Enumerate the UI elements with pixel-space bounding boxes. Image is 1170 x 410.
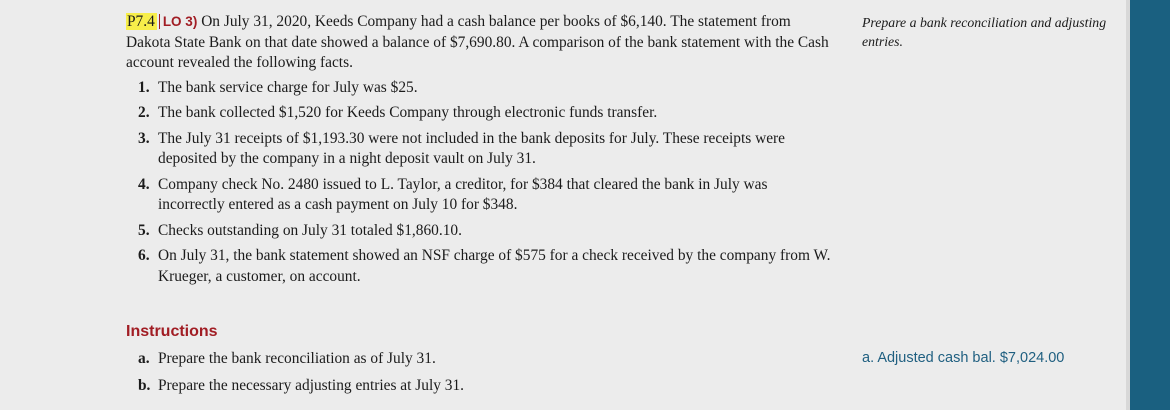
instruction-letter: a.: [138, 350, 150, 367]
problem-id: P7.4: [127, 13, 155, 30]
learning-objective: LO 3): [159, 14, 198, 29]
fact-number: 4.: [138, 175, 150, 193]
fact-text: On July 31, the bank statement showed an NSF charge of $575 for a check received by the company from W. Krueger, a customer, on account.: [158, 247, 831, 285]
instruction-text: Prepare the bank reconciliation as of July 31.: [158, 350, 436, 367]
facts-list: [126, 78, 836, 288]
fact-item: [126, 103, 836, 124]
fact-number: 6.: [138, 247, 150, 264]
fact-text: Checks outstanding on July 31 totaled $1,860.10.: [158, 221, 462, 239]
side-note: Prepare a bank reconciliation and adjusting entries.: [862, 15, 1107, 49]
fact-item: [126, 78, 836, 99]
instruction-item: [126, 349, 826, 370]
fact-text: The bank collected $1,520 for Keeds Company through electronic funds transfer.: [158, 104, 658, 121]
fact-item: [126, 246, 836, 287]
side-color-bar: [1130, 0, 1170, 410]
fact-item: [126, 175, 836, 216]
instruction-letter: b.: [138, 376, 151, 394]
fact-number: 3.: [138, 129, 150, 147]
fact-text: The bank service charge for July was $25.: [158, 78, 418, 96]
problem-intro: [126, 12, 836, 74]
fact-text: The July 31 receipts of $1,193.30 were not included in the bank deposits for July. These receipts were deposited by the company in a night deposit vault on July 31.: [158, 129, 786, 167]
instructions-list: [126, 349, 826, 402]
problem-block: [126, 12, 836, 292]
instructions-heading: Instructions: [126, 323, 218, 340]
fact-text: Company check No. 2480 issued to L. Taylor, a creditor, for $384 that cleared the bank in July was incorrectly entered as a cash payment on July 10 for $348.: [158, 175, 768, 213]
instruction-item: [126, 376, 826, 397]
fact-number: 5.: [138, 221, 150, 239]
fact-item: [126, 221, 836, 242]
instruction-text: Prepare the necessary adjusting entries at July 31.: [158, 376, 465, 394]
problem-intro-text: On July 31, 2020, Keeds Company had a cash balance per books of $6,140. The statement from Dakota State Bank on that date showed a balance of $7,690.80. A comparison of the bank statement with the Cash account revealed the following facts.: [126, 13, 829, 71]
fact-number: 1.: [138, 78, 150, 96]
fact-item: [126, 129, 836, 170]
check-figure: a. Adjusted cash bal. $7,024.00: [862, 350, 1065, 366]
fact-number: 2.: [138, 104, 150, 121]
